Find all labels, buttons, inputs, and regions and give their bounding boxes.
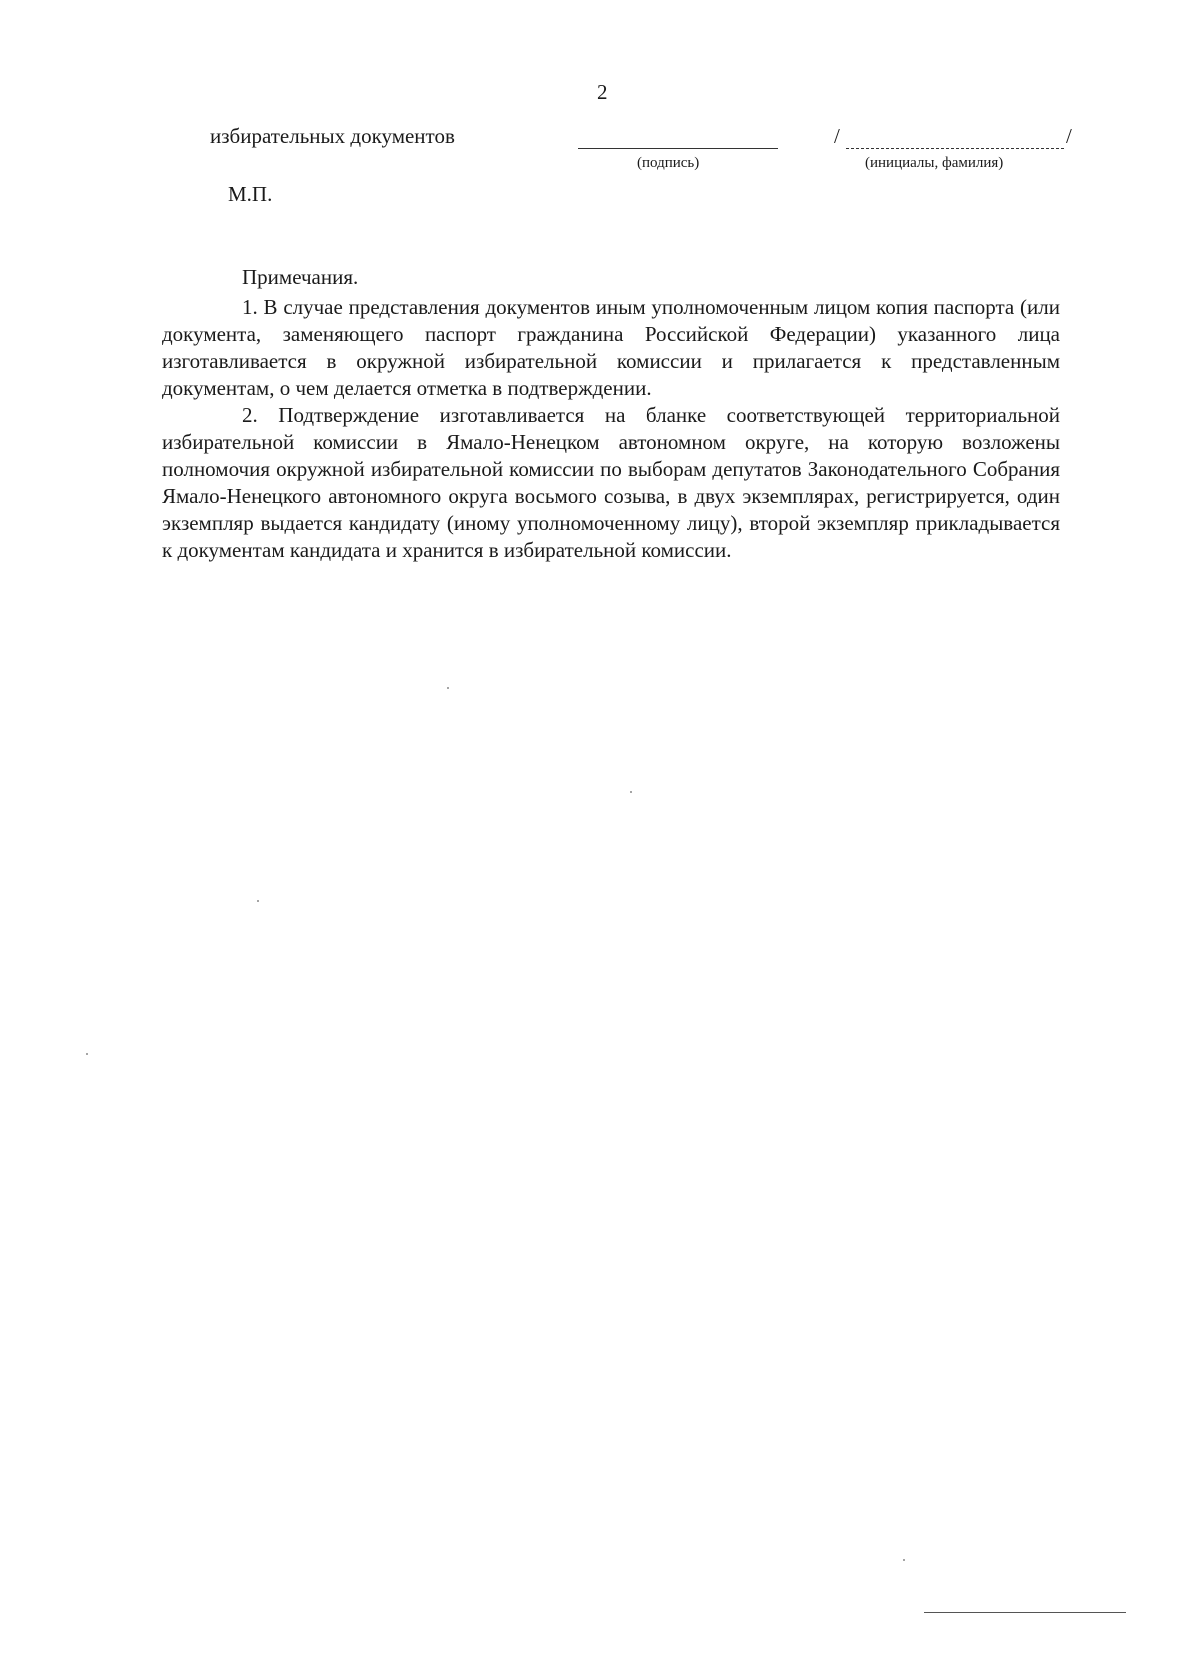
signature-block xyxy=(0,124,1200,184)
scan-speck xyxy=(903,1559,905,1561)
footer-line xyxy=(924,1612,1126,1613)
notes-section xyxy=(162,264,1060,564)
signature-caption: (подпись) xyxy=(637,155,700,171)
scan-speck xyxy=(447,687,449,689)
note-item-2: 2. Подтверждение изготавливается на бланке соответствующей территориальной избирательной комиссии в Ямало-Ненецком автономном округе, на которую возложены полномочия окружной избирательной комиссии по выборам депутатов Законодательного Собрания Ямало-Ненецкого автономного округа восьмого созыва, в двух экземплярах, регистрируется, один экземпляр выдается кандидату (иному уполномоченному лицу), второй экземпляр прикладывается к документам кандидата и хранится в избирательной комиссии. xyxy=(162,403,1060,562)
notes-heading: Примечания. xyxy=(242,265,359,289)
scan-speck xyxy=(86,1053,88,1055)
page-number: 2 xyxy=(597,80,608,104)
name-line xyxy=(846,148,1064,149)
note-item-1: 1. В случае представления документов иным уполномоченным лицом копия паспорта (или документа, заменяющего паспорт гражданина Российской Федерации) указанного лица изготавливается в окружной избирательной комиссии и прилагается к представленным документам, о чем делается отметка в подтверждении. xyxy=(162,295,1060,400)
scan-speck xyxy=(630,791,632,793)
name-slash-right: / xyxy=(1066,124,1072,148)
scan-speck xyxy=(257,900,259,902)
signature-block-label: избирательных документов xyxy=(210,124,455,148)
name-caption: (инициалы, фамилия) xyxy=(865,155,1004,171)
signature-line xyxy=(578,148,778,149)
name-slash-left: / xyxy=(834,124,840,148)
stamp-label: М.П. xyxy=(228,182,273,206)
